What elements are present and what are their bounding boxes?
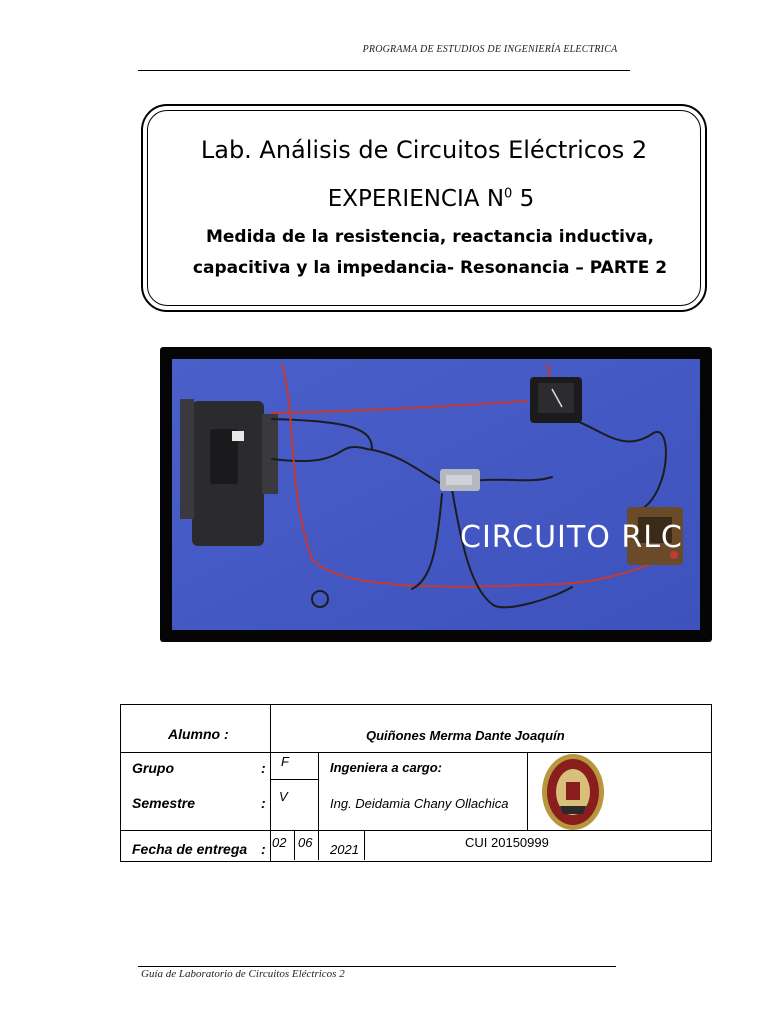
cui-value: CUI 20150999 xyxy=(465,835,549,850)
semestre-value: V xyxy=(279,789,288,804)
header-rule xyxy=(138,70,630,71)
experience-title xyxy=(141,186,721,212)
experience-prefix: EXPERIENCIA N xyxy=(327,186,505,212)
subtitle-line-1: Medida de la resistencia, reactancia inductiva, xyxy=(205,227,655,247)
table-col-divider xyxy=(318,752,319,860)
subtitle-line-2: capacitiva y la impedancia- Resonancia – PARTE 2 xyxy=(192,258,668,278)
experiment-subtitle xyxy=(160,222,700,284)
fecha-year: 2021 xyxy=(330,842,359,857)
table-row-divider xyxy=(270,779,318,780)
circuit-photo xyxy=(172,359,700,630)
circuit-label: CIRCUITO RLC xyxy=(460,520,683,555)
footer-guide: Guía de Laboratorio de Circuitos Eléctricos 2 xyxy=(141,968,345,980)
circuit-photo-frame xyxy=(160,347,712,642)
fecha-month: 06 xyxy=(298,835,313,850)
ingeniera-value: Ing. Deidamia Chany Ollachica xyxy=(330,796,509,811)
alumno-value: Quiñones Merma Dante Joaquín xyxy=(366,728,565,743)
program-header: PROGRAMA DE ESTUDIOS DE INGENIERÍA ELECTRICA xyxy=(362,44,618,55)
power-supply-unit xyxy=(180,399,278,546)
alumno-label: Alumno : xyxy=(168,726,229,742)
table-col-divider xyxy=(527,752,528,830)
grupo-value: F xyxy=(281,754,289,769)
university-seal-icon xyxy=(540,752,606,832)
table-col-divider xyxy=(294,830,295,860)
experience-number: 5 xyxy=(512,186,535,212)
table-col-divider xyxy=(364,830,365,860)
ingeniera-label: Ingeniera a cargo: xyxy=(330,760,442,775)
table-row-divider xyxy=(120,752,712,753)
fecha-label: Fecha de entrega xyxy=(132,841,248,857)
footer-rule xyxy=(138,966,616,967)
experience-superscript: 0 xyxy=(504,186,513,202)
grupo-label: Grupo xyxy=(132,760,174,776)
fecha-colon: : xyxy=(261,841,266,857)
table-col-divider xyxy=(270,704,271,862)
grupo-colon: : xyxy=(261,760,266,776)
semestre-colon: : xyxy=(261,795,266,811)
table-row-divider xyxy=(120,830,712,831)
course-title: Lab. Análisis de Circuitos Eléctricos 2 xyxy=(200,136,648,164)
fecha-day: 02 xyxy=(272,835,287,850)
meter-device xyxy=(530,377,582,423)
semestre-label: Semestre xyxy=(132,795,196,811)
current-sensor xyxy=(440,469,480,491)
